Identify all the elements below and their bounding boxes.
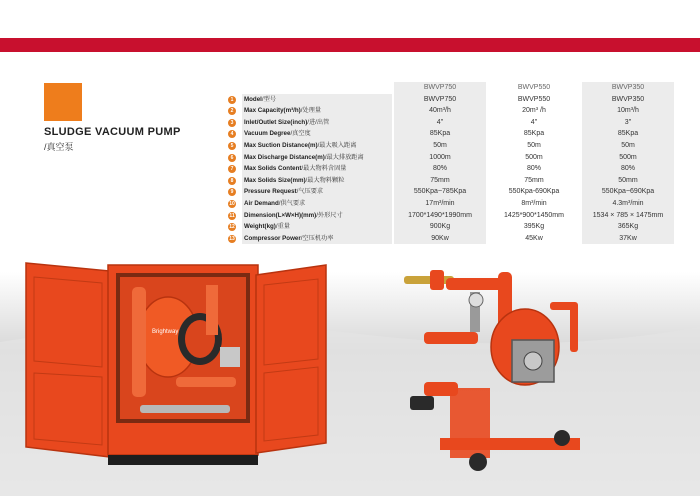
spec-value: 40m³/h — [394, 105, 486, 117]
spec-value: 1700*1490*1990mm — [394, 210, 486, 222]
spec-row — [226, 221, 674, 233]
spec-row — [226, 140, 674, 152]
row-number-badge: 9 — [228, 188, 236, 196]
spec-row — [226, 233, 674, 245]
spec-value: 4" — [394, 117, 486, 129]
spec-value: 50m — [527, 141, 541, 149]
model-header: BWVP750 — [394, 82, 486, 94]
row-number-badge: 13 — [229, 235, 235, 242]
row-number-badge: 12 — [229, 224, 235, 231]
spec-value: 85Kpa — [523, 130, 545, 138]
spec-value: 90Kw — [394, 233, 486, 245]
spec-value: 45Kw — [525, 234, 543, 242]
spec-value: 4" — [530, 118, 538, 126]
spec-value: 3" — [582, 117, 674, 129]
spec-label: Max Suction Distance(m)/最大吸入距离 — [242, 140, 392, 152]
spec-value: 10m³/h — [582, 105, 674, 117]
header-red-band — [0, 38, 700, 52]
spec-label: Air Demand/供气要求 — [242, 198, 392, 210]
product-title: SLUDGE VACUUM PUMP — [44, 126, 181, 138]
enclosed-pump-cabinet-image — [20, 257, 338, 469]
spec-value: 4.3m³/min — [582, 198, 674, 210]
spec-label: Max Discharge Distance(m)/最大排放距离 — [242, 152, 392, 164]
spec-value: 550Kpa~690Kpa — [582, 186, 674, 198]
spec-value: 1534 × 785 × 1475mm — [582, 210, 674, 222]
spec-value: 550Kpa~785Kpa — [394, 186, 486, 198]
model-header: BWVP550 — [517, 84, 551, 91]
spec-value: BWVP750 — [394, 94, 486, 106]
spec-value: 1425*900*1450mm — [504, 211, 564, 219]
row-number-badge: 1 — [228, 96, 236, 104]
spec-label: Pressure Request/气压要求 — [242, 186, 392, 198]
row-number-badge: 3 — [228, 119, 236, 127]
spec-label: Inlet/Outlet Size(inch)/进/出管 — [242, 117, 392, 129]
spec-row — [226, 210, 674, 222]
spec-value: 550Kpa-690Kpa — [508, 188, 560, 196]
spec-value: 50mm — [582, 175, 674, 187]
spec-row — [226, 117, 674, 129]
spec-label: Vacuum Degree/真空度 — [242, 128, 392, 140]
row-number-badge: 5 — [228, 142, 236, 150]
spec-label: Weight(kg)/重量 — [242, 221, 392, 233]
spec-row — [226, 163, 674, 175]
spec-value: 17m³/min — [394, 198, 486, 210]
spec-value: 85Kpa — [582, 128, 674, 140]
spec-row — [226, 94, 674, 106]
row-number-badge: 6 — [228, 154, 236, 162]
spec-value: 500m — [582, 152, 674, 164]
spec-label: Max Solids Size(mm)/最大物料颗粒 — [242, 175, 392, 187]
mobile-vacuum-pump-image — [400, 262, 590, 477]
row-number-badge: 4 — [228, 130, 236, 138]
spec-value: 50m — [582, 140, 674, 152]
spec-row — [226, 105, 674, 117]
spec-label: Model/型号 — [242, 94, 392, 106]
row-number-badge: 7 — [228, 165, 236, 173]
spec-value: 80% — [394, 163, 486, 175]
spec-value: 500m — [525, 153, 543, 161]
spec-value: 80% — [526, 165, 541, 173]
spec-row — [226, 186, 674, 198]
spec-value: 20m³ /h — [522, 107, 546, 115]
spec-value: BWVP550 — [517, 95, 551, 103]
spec-value: 75mm — [394, 175, 486, 187]
spec-label: Compressor Power/空压机功率 — [242, 233, 392, 245]
spec-row — [226, 152, 674, 164]
orange-brand-swatch — [44, 83, 82, 121]
spec-value: 80% — [582, 163, 674, 175]
spec-row — [226, 128, 674, 140]
spec-row — [226, 175, 674, 187]
spec-value: 75mm — [524, 176, 544, 184]
spec-value: 37Kw — [582, 233, 674, 245]
spec-label: Max Capacity(m³/h)/处理量 — [242, 105, 392, 117]
spec-label: Max Solids Content/最大物料含固量 — [242, 163, 392, 175]
row-number-badge: 11 — [229, 212, 235, 219]
product-title-cn: /真空泵 — [44, 142, 74, 152]
row-number-badge: 2 — [228, 107, 236, 115]
spec-table — [226, 82, 674, 244]
spec-value: 8m³/min — [521, 199, 547, 207]
spec-value: BWVP350 — [582, 94, 674, 106]
model-header: BWVP350 — [582, 82, 674, 94]
spec-value: 85Kpa — [394, 128, 486, 140]
brand-label-text: Brightway — [152, 329, 179, 335]
spec-label: Dimension(L×W×H)(mm)/外形尺寸 — [242, 210, 392, 222]
spec-value: 395Kg — [523, 223, 545, 231]
spec-header-row — [226, 82, 674, 94]
spec-value: 50m — [394, 140, 486, 152]
spec-value: 1000m — [394, 152, 486, 164]
spec-value: 900Kg — [394, 221, 486, 233]
row-number-badge: 10 — [229, 200, 235, 207]
spec-value: 365Kg — [582, 221, 674, 233]
row-number-badge: 8 — [228, 177, 236, 185]
spec-row — [226, 198, 674, 210]
